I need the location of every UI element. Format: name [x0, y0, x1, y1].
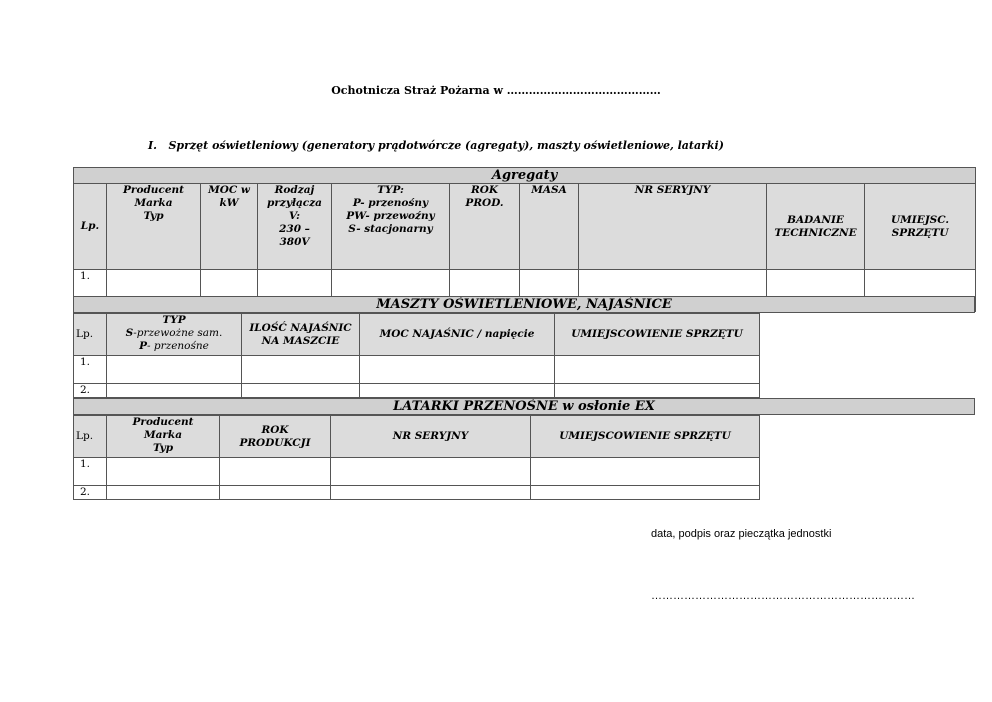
- latarki-banner: LATARKI PRZENOŚNE w osłonie EX: [74, 399, 975, 415]
- table-cell[interactable]: [258, 270, 332, 298]
- col-typ-line: PW- przewoźny: [346, 210, 435, 222]
- table-cell[interactable]: [331, 486, 531, 500]
- col-typ-p-prefix: P: [139, 340, 148, 352]
- latarki-banner-table: [73, 398, 975, 415]
- col-moc: [201, 184, 258, 270]
- section-heading: [148, 139, 724, 152]
- col-producent-line: Typ: [143, 210, 164, 222]
- col-producent-line: Producent: [123, 184, 184, 196]
- col-lp: Lp.: [74, 184, 107, 270]
- col-typ-p-text: - przenośne: [147, 340, 209, 352]
- maszty-banner-table: [73, 296, 975, 313]
- col-producent: [107, 416, 220, 458]
- table-cell[interactable]: [107, 458, 220, 486]
- col-typ-title: TYP: [162, 314, 186, 326]
- col-nr-seryjny: NR SERYJNY: [579, 184, 767, 270]
- table-row: [74, 458, 760, 486]
- table-cell[interactable]: [520, 270, 579, 298]
- col-producent-line: Marka: [134, 197, 173, 209]
- table-cell[interactable]: [360, 356, 555, 384]
- col-umiejsc-line: SPRZĘTU: [891, 226, 949, 239]
- row-number: 1.: [74, 356, 107, 384]
- col-rodzaj-line: 230 –: [279, 223, 310, 235]
- agregaty-banner: Agregaty: [74, 168, 976, 184]
- table-cell[interactable]: [107, 486, 220, 500]
- col-umiejsc: UMIEJSCOWIENIE SPRZĘTU: [555, 314, 760, 356]
- table-cell[interactable]: [107, 384, 242, 398]
- table-cell[interactable]: [220, 486, 331, 500]
- col-badanie: [767, 184, 865, 270]
- row-number: 1.: [74, 458, 107, 486]
- col-typ-line: S- stacjonarny: [348, 223, 433, 235]
- table-cell[interactable]: [360, 384, 555, 398]
- table-cell[interactable]: [531, 458, 760, 486]
- table-row: [74, 486, 760, 500]
- page-title: Ochotnicza Straż Pożarna w ……………………………………: [331, 84, 661, 97]
- col-rodzaj-line: 380V: [279, 236, 310, 248]
- col-rodzaj: [258, 184, 332, 270]
- table-cell[interactable]: [220, 458, 331, 486]
- signature-line[interactable]: ………………………………………………………………: [651, 590, 915, 602]
- table-cell[interactable]: [865, 270, 976, 298]
- col-rok-line: ROK: [471, 184, 498, 196]
- row-number: 1.: [74, 270, 107, 298]
- maszty-table: [73, 313, 760, 398]
- col-ilosc-line: ILOŚĆ NAJAŚNIC: [249, 321, 352, 334]
- col-producent-line: Producent: [132, 416, 194, 428]
- col-rok: [220, 416, 331, 458]
- latarki-table: [73, 415, 760, 500]
- section-number: I.: [148, 139, 157, 152]
- table-cell[interactable]: [531, 486, 760, 500]
- row-number: 2.: [74, 486, 107, 500]
- col-typ-line: [109, 327, 239, 340]
- col-moc-line: kW: [219, 197, 239, 209]
- table-row: [74, 384, 760, 398]
- col-umiejsc-line: UMIEJSC.: [891, 213, 950, 226]
- table-cell[interactable]: [579, 270, 767, 298]
- col-rok: [450, 184, 520, 270]
- col-rodzaj-line: V:: [289, 210, 300, 222]
- table-cell[interactable]: [201, 270, 258, 298]
- agregaty-table: [73, 167, 976, 312]
- table-cell[interactable]: [555, 356, 760, 384]
- col-typ-s-text: -przewożne sam.: [133, 327, 223, 339]
- col-producent-line: Marka: [143, 429, 183, 441]
- section-title: Sprzęt oświetleniowy (generatory prądotwórcze (agregaty), maszty oświetleniowe, latarki): [168, 139, 724, 152]
- table-cell[interactable]: [767, 270, 865, 298]
- col-typ-s-prefix: S: [125, 327, 134, 339]
- col-lp: Lp.: [74, 314, 107, 356]
- col-masa: MASA: [520, 184, 579, 270]
- col-umiejsc: [865, 184, 976, 270]
- maszty-banner: MASZTY OŚWIETLENIOWE, NAJAŚNICE: [74, 297, 975, 313]
- table-cell[interactable]: [107, 270, 201, 298]
- col-ilosc-line: NA MASZCIE: [261, 334, 340, 347]
- table-cell[interactable]: [555, 384, 760, 398]
- table-cell[interactable]: [242, 384, 360, 398]
- col-umiejsc: UMIEJSCOWIENIE SPRZĘTU: [531, 416, 760, 458]
- col-rok-line: PRODUKCJI: [239, 436, 311, 449]
- table-cell[interactable]: [331, 458, 531, 486]
- col-rok-line: PROD.: [465, 197, 504, 209]
- col-producent: [107, 184, 201, 270]
- col-rodzaj-line: Rodzaj: [274, 184, 315, 196]
- table-row: [74, 270, 976, 298]
- col-producent-line: Typ: [152, 442, 174, 454]
- col-lp: Lp.: [74, 416, 107, 458]
- row-number: 2.: [74, 384, 107, 398]
- table-cell[interactable]: [242, 356, 360, 384]
- col-ilosc: [242, 314, 360, 356]
- col-typ-line: TYP:: [377, 184, 404, 196]
- col-typ: [107, 314, 242, 356]
- table-cell[interactable]: [450, 270, 520, 298]
- col-rok-line: ROK: [261, 423, 289, 436]
- table-cell[interactable]: [332, 270, 450, 298]
- table-cell[interactable]: [107, 356, 242, 384]
- col-nr-seryjny: NR SERYJNY: [331, 416, 531, 458]
- col-rodzaj-line: przyłącza: [267, 197, 322, 209]
- col-typ: [332, 184, 450, 270]
- col-typ-line: P- przenośny: [352, 197, 429, 209]
- col-moc-line: MOC w: [208, 184, 250, 196]
- col-typ-line: [109, 340, 239, 353]
- col-badanie-line: BADANIE: [787, 213, 844, 226]
- col-moc: MOC NAJAŚNIC / napięcie: [360, 314, 555, 356]
- col-badanie-line: TECHNICZNE: [774, 226, 857, 239]
- signature-label: data, podpis oraz pieczątka jednostki: [651, 528, 832, 540]
- table-row: [74, 356, 760, 384]
